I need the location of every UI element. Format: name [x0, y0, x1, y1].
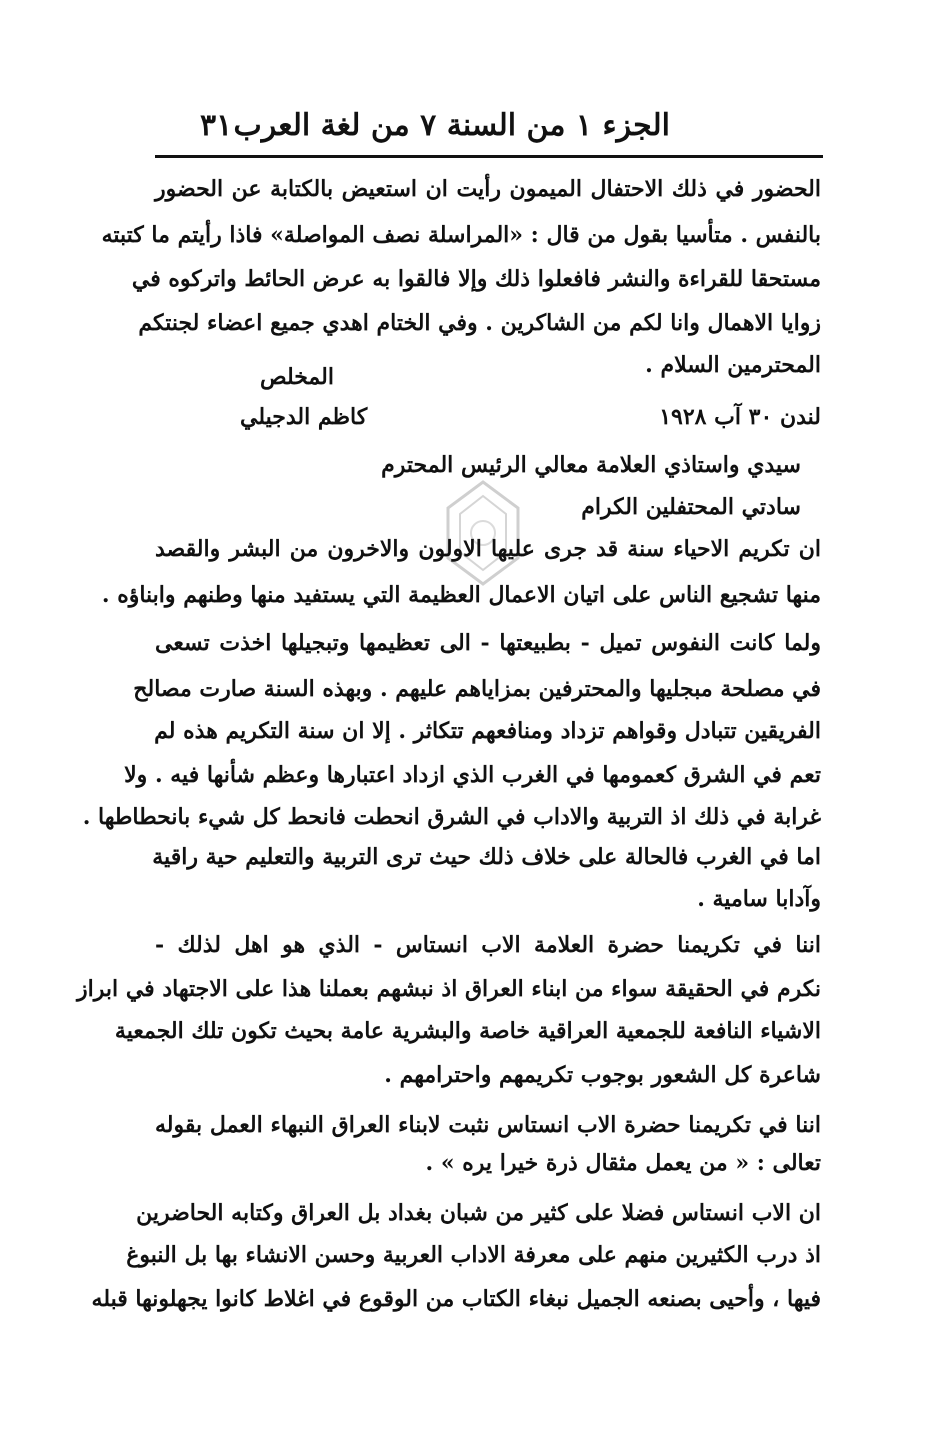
text-line: الاشياء النافعة للجمعية العراقية خاصة والبشرية عامة بحيث تكون تلك الجمعية: [114, 1018, 821, 1044]
text-line: بالنفس . متأسيا بقول من قال : «المراسلة نصف المواصلة» فاذا رأيتم ما كتبته: [101, 222, 821, 248]
text-line: اما في الغرب فالحالة على خلاف ذلك حيث ترى التربية والتعليم حية راقية: [152, 844, 821, 870]
text-line: المحترمين السلام .: [645, 352, 821, 378]
text-line: الحضور في ذلك الاحتفال الميمون رأيت ان استعيض بالكتابة عن الحضور: [155, 176, 821, 202]
page-number: ٣١: [200, 108, 233, 143]
text-line: وآدابا سامية .: [697, 886, 821, 912]
text-line: اذ درب الكثيرين منهم على معرفة الاداب العربية وحسن الانشاء بها بل النبوغ: [126, 1242, 821, 1268]
header-title: الجزء ١ من السنة ٧ من لغة العرب: [233, 108, 670, 143]
text-line: ان تكريم الاحياء سنة قد جرى عليها الاولون والاخرون من البشر والقصد: [155, 536, 821, 562]
signature-label: المخلص: [260, 364, 334, 390]
text-line: نكرم في الحقيقة سواء من ابناء العراق اذ نبشهم بعملنا هذا على الاجتهاد في ابراز: [77, 976, 821, 1002]
salutation: سادتي المحتفلين الكرام: [581, 494, 801, 520]
text-line: تعم في الشرق كعمومها في الغرب الذي ازداد اعتبارها وعظم شأنها فيه . ولا: [124, 762, 821, 788]
signature-name: كاظم الدجيلي: [240, 404, 368, 430]
text-line: فيها ، وأحيى بصنعه الجميل نبغاء الكتاب من الوقوع في اغلاط كانوا يجهلونها قبله: [91, 1286, 821, 1312]
text-line: اننا في تكريمنا حضرة الاب انستاس نثبت لابناء العراق النبهاء العمل بقوله: [155, 1112, 821, 1138]
salutation: سيدي واستاذي العلامة معالي الرئيس المحترم: [381, 452, 801, 478]
text-line: اننا في تكريمنا حضرة العلامة الاب انستاس - الذي هو اهل لذلك -: [155, 932, 821, 958]
text-line: في مصلحة مبجليها والمحترفين بمزاياهم عليهم . وبهذه السنة صارت مصالح: [133, 676, 821, 702]
text-line: الفريقين تتبادل وقواهم تزداد ومنافعهم تتكاثر . إلا ان سنة التكريم هذه لم: [154, 718, 821, 744]
letter-date: لندن ٣٠ آب ١٩٢٨: [659, 404, 821, 430]
text-line: شاعرة كل الشعور بوجوب تكريمهم واحترامهم .: [384, 1062, 821, 1088]
text-line: ان الاب انستاس فضلا على كثير من شبان بغداد بل العراق وكتابه الحاضرين: [136, 1200, 821, 1226]
text-line: زوايا الاهمال وانا لكم من الشاكرين . وفي الختام اهدي جميع اعضاء لجنتكم: [138, 310, 821, 336]
library-stamp: [438, 478, 528, 588]
text-line: غرابة في ذلك اذ التربية والاداب في الشرق انحطت فانحط كل شيء بانحطاطها .: [82, 804, 821, 830]
text-line: ولما كانت النفوس تميل - بطبيعتها - الى تعظيمها وتبجيلها اخذت تسعى: [155, 630, 821, 656]
text-line: منها تشجيع الناس على اتيان الاعمال العظيمة التي يستفيد منها وطنهم وابناؤه .: [101, 582, 821, 608]
page-header: [150, 100, 830, 150]
header-rule: [155, 155, 823, 158]
text-line: مستحقا للقراءة والنشر فافعلوا ذلك وإلا فالقوا به عرض الحائط واتركوه في: [131, 266, 821, 292]
text-line: تعالى : « من يعمل مثقال ذرة خيرا يره » .: [425, 1150, 821, 1176]
